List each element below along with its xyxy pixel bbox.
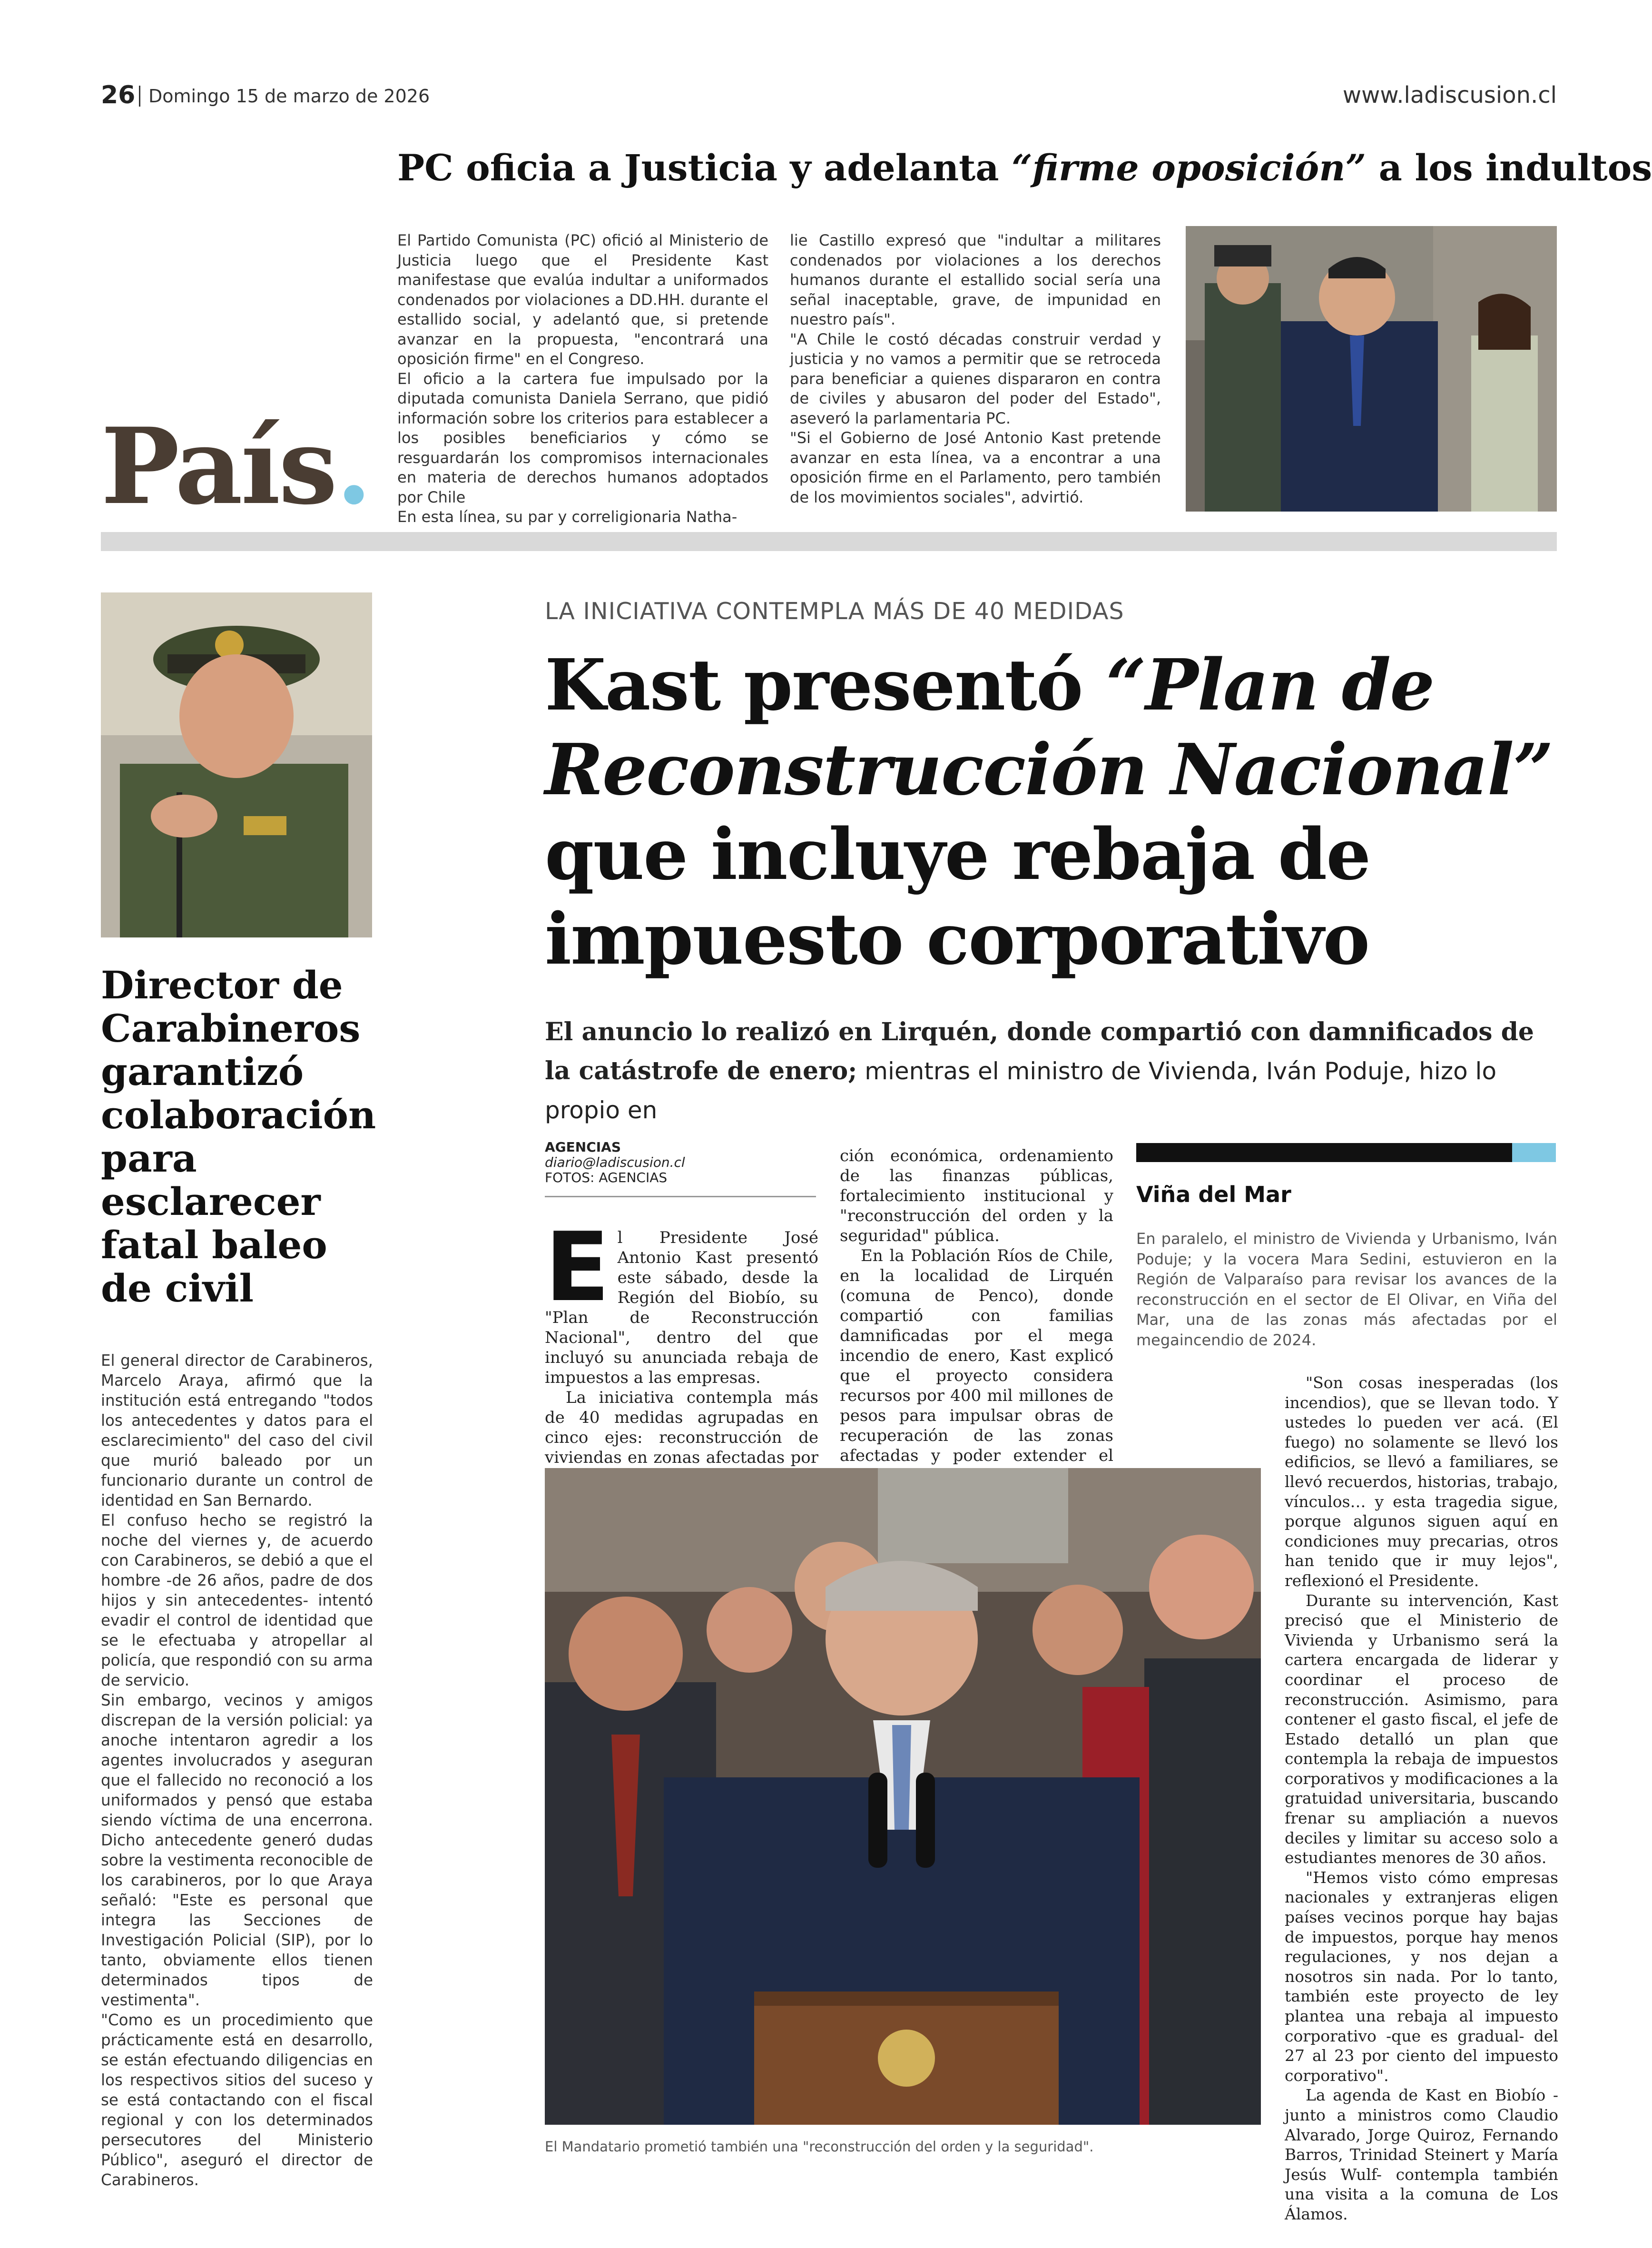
pc-col1-para: En esta línea, su par y correligionaria Natha- xyxy=(397,508,738,526)
main-col3-para: "Son cosas inesperadas (los incendios), que se llevan todo. Y ustedes lo pueden ver acá. (El fuego) no solamente se llevó los edificios, se llevó a familiares, se llevó recuerdos, historias, trabajo, vínculos… y esta tragedia sigue, porque algunos siguen aquí en condiciones muy precarias, otros han tenido que ir muy lejos", reflexionó el Presidente. xyxy=(1285,1373,1558,1590)
section-dot: . xyxy=(335,404,371,528)
pc-col2-para: lie Castillo expresó que "indultar a militares condenados por violaciones a los derechos humanos durante el estallido social sería una señal inaceptable, grave, de impunidad en nuestro país". xyxy=(790,231,1161,328)
pc-col1-para: El oficio a la cartera fue impulsado por la diputada comunista Daniela Serrano, que pidió información sobre los criterios para establecer a los posibles beneficiarios y cómo se resguardarán los compromisos internacionales en materia de derechos humanos adoptados por Chile xyxy=(397,369,768,506)
sidebar-paragraph: El general director de Carabineros, Marcelo Araya, afirmó que la institución está entregando "todos los antecedentes y datos para el esclarecimiento" del caso del civil que murió baleado por un funcionario durante un control de identidad en San Bernardo. xyxy=(101,1351,373,1509)
pc-story-col2 xyxy=(790,231,1161,507)
pc-story-photo xyxy=(1186,226,1557,512)
photo-caption: El Mandatario prometió también una "reconstrucción del orden y la seguridad". xyxy=(545,2139,1094,2155)
main-headline: Kast presentó “Plan de Reconstrucción Nacional” que incluye rebaja de impuesto corporativo xyxy=(545,643,1553,980)
byline-photos: FOTOS: AGENCIAS xyxy=(545,1170,668,1185)
section-name: País xyxy=(101,404,336,528)
main-deck: El anuncio lo realizó en Lirquén, donde compartió con damnificados de la catástrofe de enero; mientras el ministro de Vivienda, Iván Poduje, hizo lo propio en xyxy=(545,1017,1534,1124)
main-col2-para: En la Población Ríos de Chile, en la localidad de Lirquén (comuna de Penco), donde compartió con familias damnificadas por el mega incendio de enero, Kast explicó que el proyecto considera recursos por 400 mil millones de pesos para impulsar obras de recuperación de las zonas afectadas y poder extender el xyxy=(840,1246,1113,1465)
main-col1-para: La iniciativa contempla más de 40 medidas agrupadas en cinco ejes: reconstrucción de viviendas en zonas afectadas por xyxy=(545,1388,818,1467)
dropcap: E xyxy=(545,1212,610,1323)
page-header xyxy=(101,81,1557,109)
pc-col1-para: El Partido Comunista (PC) ofició al Ministerio de Justicia luego que el Presidente Kast manifestase que evalúa indultar a uniformados condenados por violaciones a DD.HH. durante el estallido social, y adelantó que, si pretende avanzar en la propuesta, "encontrará una oposición firme" en el Congreso. xyxy=(397,231,768,368)
main-col1-first-para: El Presidente José Antonio Kast presentó este sábado, desde la Región del Biobío, su "Plan de Reconstrucción Nacional", dentro del que incluyó su anunciada rebaja de impuestos a las empresas. xyxy=(545,1212,818,1387)
main-col3-para: Durante su intervención, Kast precisó que el Ministerio de Vivienda y Urbanismo será la cartera encargada de liderar y coordinar el proceso de reconstrucción. Asimismo, para contener el gasto fiscal, el jefe de Estado detalló un plan que contempla la rebaja de impuestos corporativos y modificaciones a la gratuidad universitaria, buscando frenar su ampliación a nuevos deciles y limitar su acceso solo a estudiantes menores de 30 años. xyxy=(1285,1591,1558,1867)
sidebar-photo xyxy=(101,592,372,937)
section-title xyxy=(101,404,371,528)
byline-email[interactable]: diario@ladiscusion.cl xyxy=(545,1154,685,1170)
main-col1 xyxy=(545,1212,818,1488)
main-col3 xyxy=(1285,1373,1558,2224)
pc-headline: PC oficia a Justicia y adelanta “firme oposición” a los indultos xyxy=(397,147,1652,189)
sidebar-paragraph: El confuso hecho se registró la noche del viernes y, de acuerdo con Carabineros, se debió a que el hombre -de 26 años, padre de dos hijos y sin antecedentes- intentó evadir el control de identidad que se le efectuaba y atropellar al policía, que respondió con su arma de servicio. xyxy=(101,1511,373,1689)
pc-col2-para: "A Chile le costó décadas construir verdad y justicia y no vamos a permitir que se retroceda para beneficiar a quienes dispararon en contra de civiles y abusaron del poder del Estado", aseveró la parlamentaria PC. xyxy=(790,330,1161,427)
main-col2 xyxy=(840,1146,1113,1506)
box-title: Viña del Mar xyxy=(1136,1182,1291,1207)
byline-agency: AGENCIAS xyxy=(545,1139,621,1155)
page-number: 26 xyxy=(101,81,136,109)
website-link[interactable]: www.ladiscusion.cl xyxy=(1342,82,1557,108)
byline xyxy=(545,1140,816,1197)
main-col3-para: La agenda de Kast en Biobío -junto a ministros como Claudio Alvarado, Jorge Quiroz, Fernando Barros, Trinidad Steinert y María Jesús Wulf- contempla también una visita a la comuna de Los Álamos. xyxy=(1285,2086,1558,2223)
box-topbar-accent xyxy=(1512,1143,1556,1162)
section-separator xyxy=(101,532,1557,551)
pc-story-col1 xyxy=(397,231,768,527)
header-divider xyxy=(139,86,140,107)
main-col3-para: "Hemos visto cómo empresas nacionales y extranjeras eligen países vecinos porque hay bajas de impuestos, porque hay menos regulaciones, y nos dejan a nosotros sin nada. Por lo tanto, también este proyecto de ley plantea una rebaja al impuesto corporativo -que es gradual- del 27 al 23 por ciento del impuesto corporativo". xyxy=(1285,1868,1558,2085)
sidebar-headline: Director de Carabineros garantizó colaboración para esclarecer fatal baleo de civil xyxy=(101,963,376,1311)
sidebar-body xyxy=(101,1351,373,2190)
main-col2-para: ción económica, ordenamiento de las finanzas públicas, fortalecimiento institucional y "reconstrucción del orden y la seguridad" pública. xyxy=(840,1146,1113,1245)
box-text: En paralelo, el ministro de Vivienda y Urbanismo, Iván Poduje; y la vocera Mara Sedini, estuvieron en la Región de Valparaíso para revisar los avances de la reconstrucción en el sector de El Olivar, en Viña del Mar, una de las zonas más afectadas por el megaincendio de 2024. xyxy=(1136,1230,1557,1349)
box-topbar xyxy=(1136,1143,1512,1162)
page-date: Domingo 15 de marzo de 2026 xyxy=(148,86,430,107)
sidebar-paragraph: "Como es un procedimiento que prácticamente está en desarrollo, se están efectuando diligencias en los respectivos sitios del suceso y se está contactando con el fiscal regional y con los determinados persecutores del Ministerio Público", aseguró el director de Carabineros. xyxy=(101,2011,373,2189)
pc-col2-para: "Si el Gobierno de José Antonio Kast pretende avanzar en esta línea, va a encontrar a una oposición firme en el Parlamento, pero también de los movimientos sociales", advirtió. xyxy=(790,429,1161,506)
sidebar-paragraph: Sin embargo, vecinos y amigos discrepan de la versión policial: ya anoche intentaron agredir a los agentes involucrados y aseguran que el fallecido no reconoció a los uniformados y pensó que estaba siendo víctima de una encerrona. Dicho antecedente generó dudas sobre la vestimenta reconocible de los carabineros, por lo que Araya señaló: "Este es personal que integra las Secciones de Investigación Policial (SIP), por lo tanto, obviamente ellos tienen determinados tipos de vestimenta". xyxy=(101,1691,373,2009)
main-kicker: LA INICIATIVA CONTEMPLA MÁS DE 40 MEDIDAS xyxy=(545,598,1124,625)
main-photo xyxy=(545,1468,1261,2125)
